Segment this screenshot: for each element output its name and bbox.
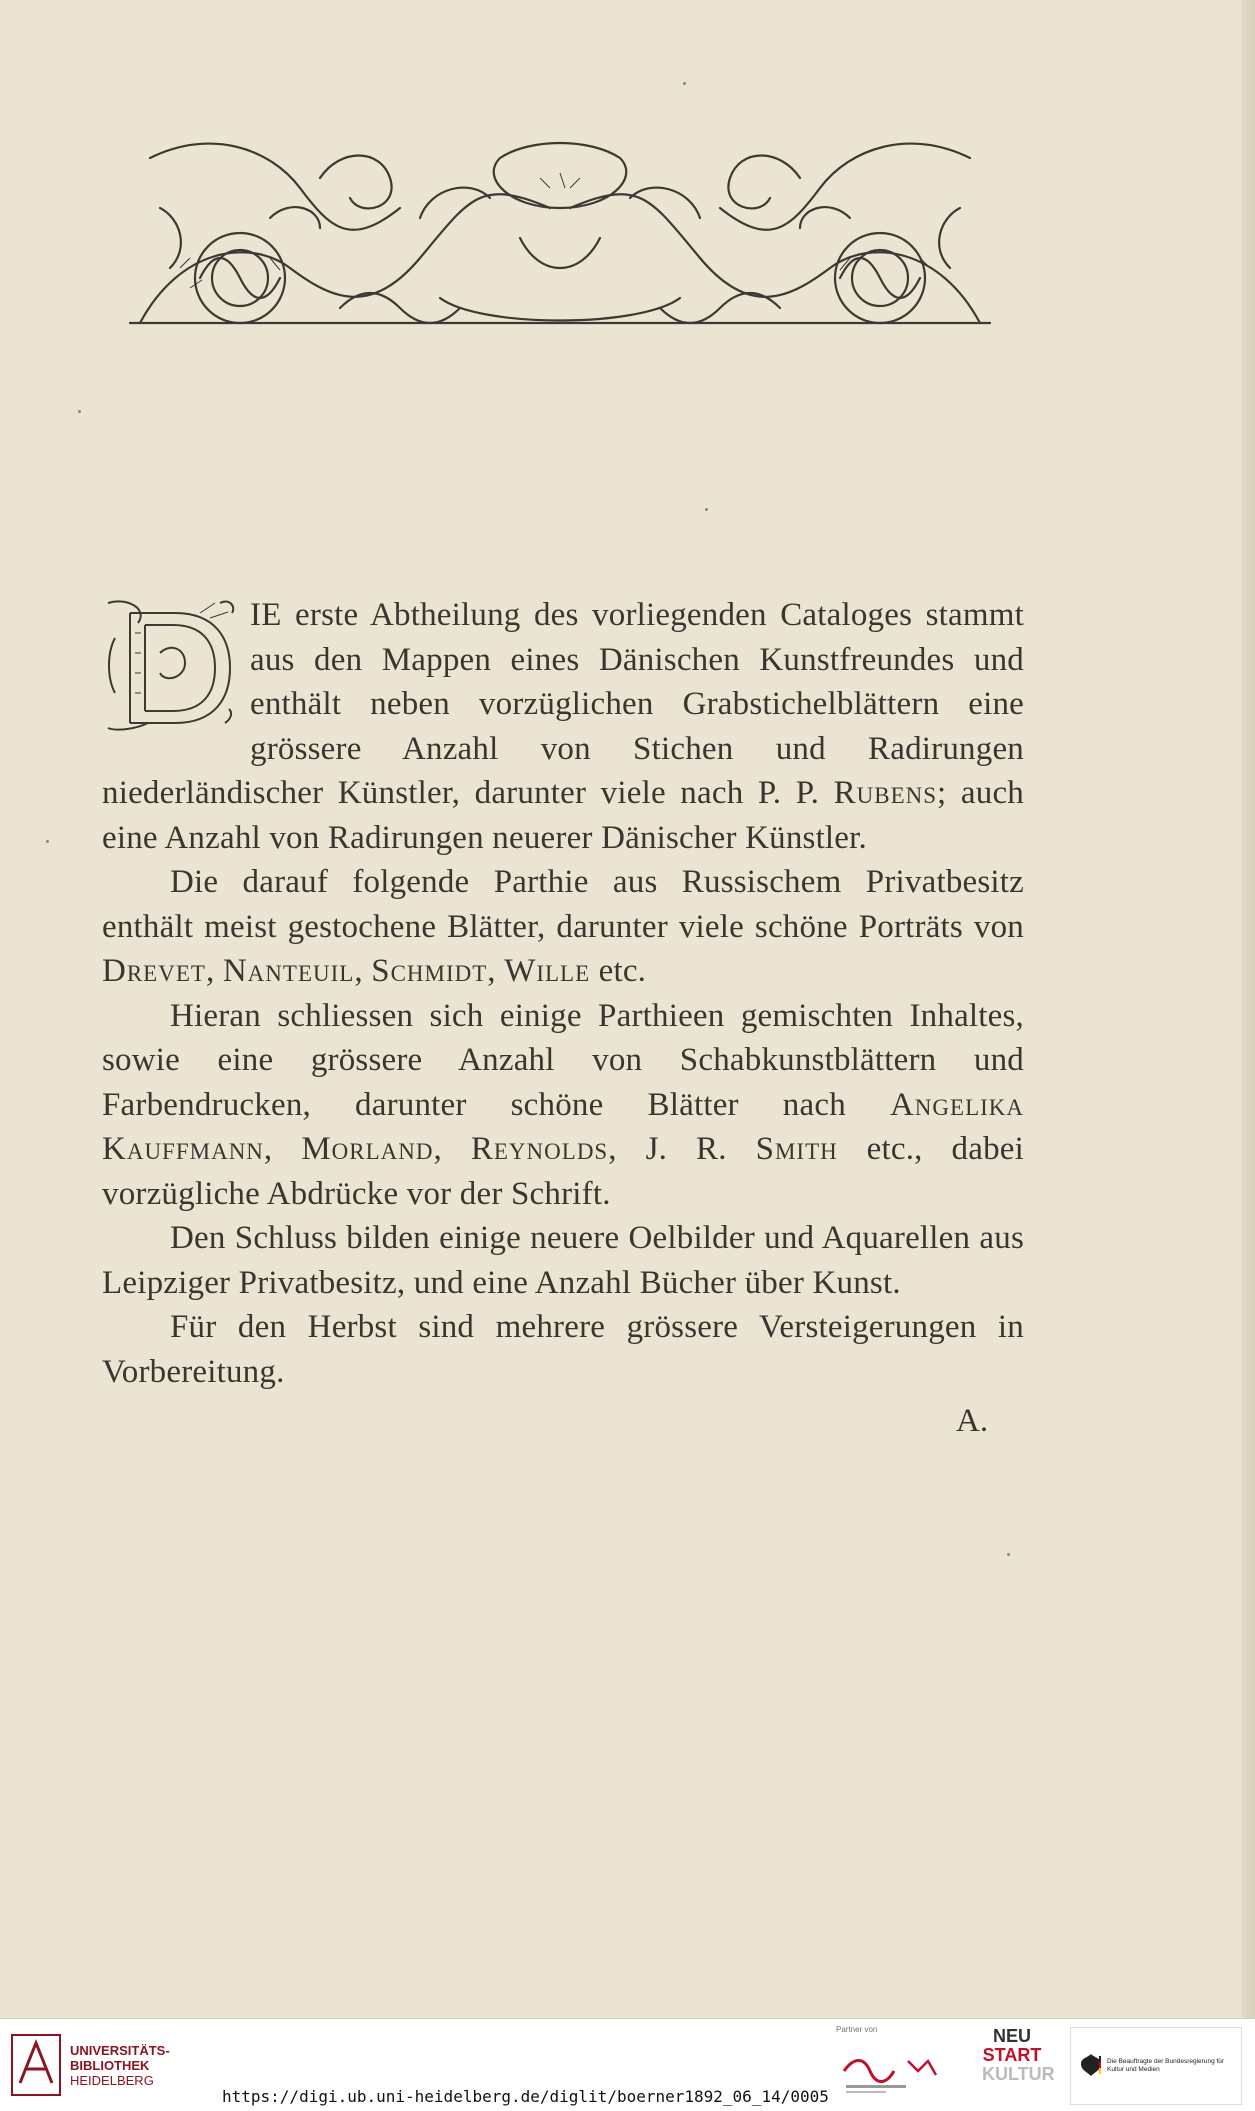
text-segment: ,	[487, 953, 505, 989]
text-segment: etc., dabei vorzügliche Abdrücke vor der Schrift.	[102, 1131, 1025, 1212]
page-edge	[1241, 0, 1255, 2018]
text-segment: Hieran schliessen sich einige Parthieen gemischten Inhaltes, sowie eine grössere Anzahl von Schabkunstblättern und Farbendrucken, darunter schöne Blätter nach	[102, 997, 1024, 1123]
neustart-kultur-logo[interactable]	[982, 2026, 1055, 2084]
text-segment: IE erste Abtheilung des vorliegenden Cataloges stammt aus den Mappen eines Dänischen Kunstfreundes und enthält neben vorzüglichen Grabstichelblättern eine grössere Anzahl von Stichen und Radirungen niederländischer Künstler, darunter viele nach P. P.	[102, 597, 1024, 811]
artist-name: Nanteuil	[222, 953, 355, 989]
university-library-logo[interactable]	[10, 2033, 62, 2097]
artist-name: Wille	[504, 953, 591, 989]
library-name-line3: HEIDELBERG	[70, 2073, 154, 2088]
partner-label: Partner von	[836, 2025, 878, 2034]
ornamental-headpiece	[120, 118, 1000, 333]
signature: A.	[956, 1403, 989, 1439]
artist-name: Reynolds	[470, 1131, 609, 1167]
federal-commissioner-logo[interactable]	[1070, 2027, 1242, 2105]
neustart-line3: KULTUR	[982, 2064, 1055, 2084]
decorated-initial-d	[100, 593, 240, 733]
text-segment: ,	[433, 1131, 471, 1167]
text-segment: ; auch eine Anzahl von Radirungen neuerer Dänischer Künstler.	[102, 775, 1024, 856]
artist-name: Drevet	[102, 953, 206, 989]
paragraph-1-text	[102, 597, 1024, 856]
artist-name: Angelika Kauffmann	[102, 1086, 1024, 1167]
text-segment: Für den Herbst sind mehrere grössere Versteigerungen in Vorbereitung.	[102, 1309, 1024, 1390]
artist-name: Schmidt	[371, 953, 488, 989]
federal-eagle-icon	[1079, 2052, 1103, 2078]
artist-name: Morland	[301, 1131, 434, 1167]
text-segment: ,	[354, 953, 372, 989]
neustart-line1: NEU	[992, 2026, 1031, 2046]
text-segment: ,	[205, 953, 223, 989]
page-url[interactable]: https://digi.ub.uni-heidelberg.de/diglit/boerner1892_06_14/0005	[222, 2087, 829, 2106]
partner-logos[interactable]	[838, 2041, 948, 2101]
library-name-line1: UNIVERSITÄTS-	[70, 2043, 170, 2058]
neustart-line2: START	[982, 2045, 1042, 2065]
text-segment: , J. R.	[608, 1131, 756, 1167]
federal-commissioner-text: Die Beauftragte der Bundesregierung für Kultur und Medien	[1107, 2058, 1225, 2073]
library-name	[70, 2043, 170, 2088]
artist-name: Rubens	[833, 775, 938, 811]
text-segment: Den Schluss bilden einige neuere Oelbilder und Aquarellen aus Leipziger Privatbesitz, und eine Anzahl Bücher über Kunst.	[102, 1220, 1024, 1301]
library-name-line2: BIBLIOTHEK	[70, 2058, 150, 2073]
paragraph-2	[102, 860, 1024, 994]
paragraph-1	[102, 593, 1024, 860]
text-segment: Die darauf folgende Parthie aus Russischem Privatbesitz enthält meist gestochene Blätter, darunter viele schöne Porträts von	[102, 864, 1024, 945]
artist-name: Smith	[755, 1131, 838, 1167]
text-segment: ,	[263, 1131, 302, 1167]
footer-bar	[0, 2018, 1255, 2111]
paragraph-3	[102, 994, 1024, 1217]
paragraph-4	[102, 1216, 1024, 1305]
paragraph-5	[102, 1305, 1024, 1394]
preface-text	[102, 593, 1024, 1394]
text-segment: etc.	[590, 953, 647, 989]
